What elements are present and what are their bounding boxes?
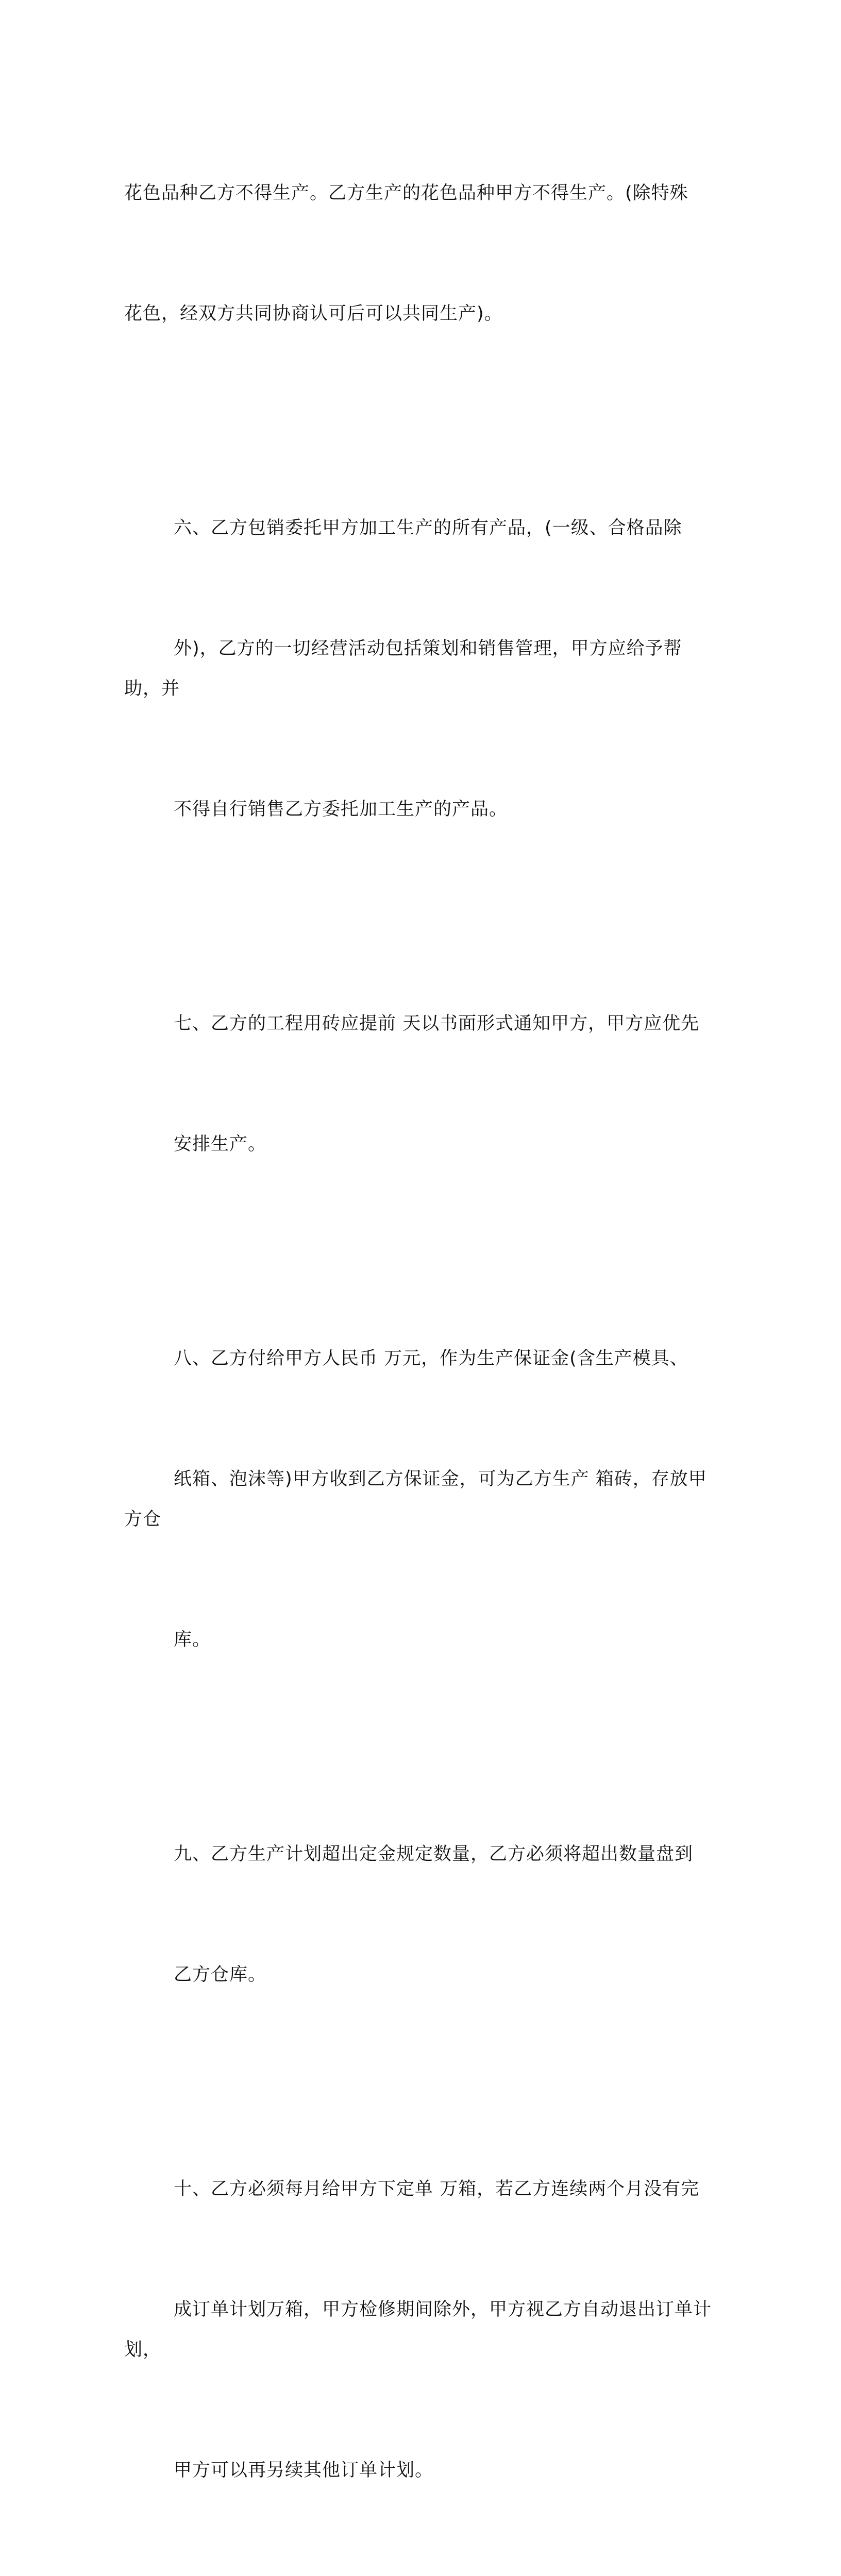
- paragraph-line: 八、乙方付给甲方人民币 万元，作为生产保证金(含生产模具、: [174, 1348, 688, 1369]
- paragraph-line: 甲方可以再另续其他订单计划。: [174, 2460, 434, 2481]
- paragraph-line: 安排生产。: [174, 1134, 267, 1155]
- paragraph-line: 九、乙方生产计划超出定金规定数量，乙方必须将超出数量盘到: [174, 1844, 694, 1865]
- clause-7: [124, 923, 717, 1245]
- paragraph-line: 成订单计划万箱，甲方检修期间除外，甲方视乙方自动退出订单计划，: [124, 2299, 712, 2360]
- paragraph-line: 纸箱、泡沫等)甲方收到乙方保证金，可为乙方生产 箱砖，存放甲方仓: [124, 1469, 707, 1530]
- clause-8: [124, 1258, 717, 1740]
- clause-10: [124, 2089, 717, 2571]
- paragraph-line: 不得自行销售乙方委托加工生产的产品。: [174, 799, 508, 820]
- document-body: [124, 93, 717, 2576]
- paragraph-line: 七、乙方的工程用砖应提前 天以书面形式通知甲方，甲方应优先: [174, 1013, 700, 1034]
- clause-6: [124, 428, 717, 910]
- paragraph-line: 外)，乙方的一切经营活动包括策划和销售管理，甲方应给予帮助，并: [124, 638, 682, 699]
- paragraph-line: 六、乙方包销委托甲方加工生产的所有产品，(一级、合格品除: [174, 518, 682, 538]
- paragraph-line: 十、乙方必须每月给甲方下定单 万箱，若乙方连续两个月没有完: [174, 2179, 700, 2199]
- paragraph-line: 花色，经双方共同协商认可后可以共同生产)。: [124, 303, 503, 324]
- paragraph-line: 库。: [174, 1630, 211, 1650]
- paragraph-continued: [124, 93, 717, 414]
- paragraph-line: 乙方仓库。: [174, 1964, 267, 1985]
- clause-9: [124, 1754, 717, 2075]
- paragraph-line: 花色品种乙方不得生产。乙方生产的花色品种甲方不得生产。(除特殊: [124, 183, 688, 204]
